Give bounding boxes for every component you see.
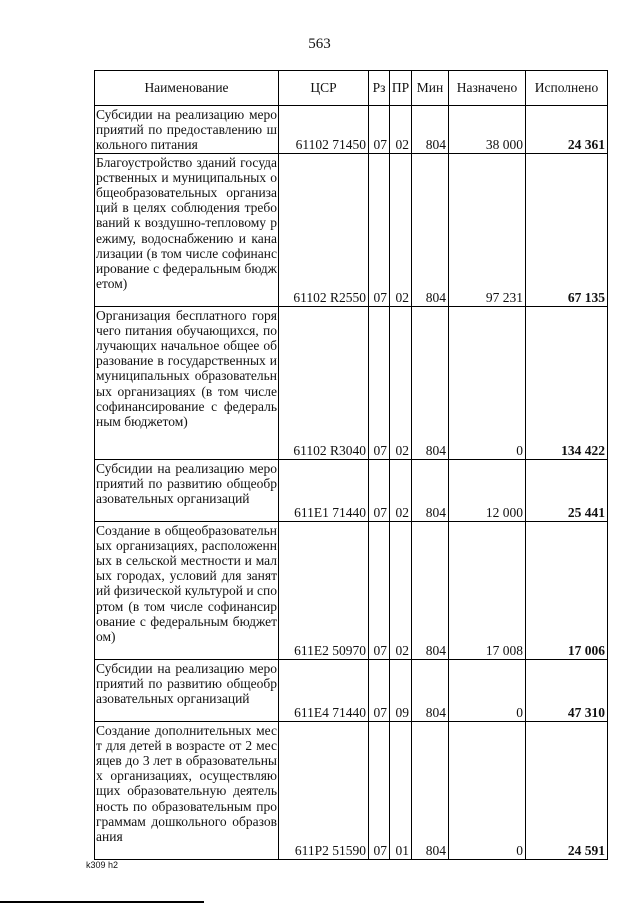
row-rz: 07	[369, 659, 390, 721]
row-pr: 09	[390, 659, 412, 721]
row-assigned: 17 008	[449, 521, 526, 659]
row-min: 804	[412, 721, 449, 859]
row-min: 804	[412, 106, 449, 154]
row-rz: 07	[369, 106, 390, 154]
row-rz: 07	[369, 306, 390, 459]
row-assigned: 38 000	[449, 106, 526, 154]
table-row	[95, 306, 608, 459]
row-csr: 611P2 51590	[279, 721, 369, 859]
row-min: 804	[412, 153, 449, 306]
header-csr: ЦСР	[279, 71, 369, 106]
row-executed: 47 310	[526, 659, 608, 721]
table-row	[95, 521, 608, 659]
row-csr: 61102 71450	[279, 106, 369, 154]
row-rz: 07	[369, 721, 390, 859]
row-rz: 07	[369, 459, 390, 521]
budget-table	[94, 70, 608, 860]
row-min: 804	[412, 521, 449, 659]
row-pr: 02	[390, 306, 412, 459]
table-row	[95, 721, 608, 859]
row-pr: 02	[390, 459, 412, 521]
row-min: 804	[412, 306, 449, 459]
table-row	[95, 106, 608, 154]
row-name: Субсидии на реализацию мероприятий по развитию общеобразовательных организаций	[95, 659, 279, 721]
row-assigned: 0	[449, 306, 526, 459]
table-row	[95, 459, 608, 521]
row-executed: 24 361	[526, 106, 608, 154]
row-pr: 02	[390, 106, 412, 154]
row-name: Субсидии на реализацию мероприятий по предоставлению школьного питания	[96, 107, 277, 153]
row-csr: 61102 R3040	[279, 306, 369, 459]
row-min: 804	[412, 459, 449, 521]
header-min: Мин	[412, 71, 449, 106]
row-executed: 67 135	[526, 153, 608, 306]
row-rz: 07	[369, 521, 390, 659]
row-assigned: 0	[449, 659, 526, 721]
table-row	[95, 153, 608, 306]
row-min: 804	[412, 659, 449, 721]
row-executed: 134 422	[526, 306, 608, 459]
header-assigned: Назначено	[449, 71, 526, 106]
row-name: Благоустройство зданий государственных и муниципальных общеобразовательных организаций в целях соблюдения требований к воздушно-тепловому режиму, водоснабжению и канализации (в том числе софинансирование с федеральным бюджетом)	[95, 153, 279, 306]
header-name: Наименование	[95, 71, 279, 106]
table-header-row	[95, 71, 608, 106]
row-assigned: 12 000	[449, 459, 526, 521]
row-executed: 24 591	[526, 721, 608, 859]
header-pr: ПР	[390, 71, 412, 106]
footer-code: k309 h2	[86, 860, 119, 870]
row-name: Создание в общеобразовательных организациях, расположенных в сельской местности и малых городах, условий для занятий физической культурой и спортом (в том числе софинансирование с федеральным бюджетом)	[95, 521, 279, 659]
row-csr: 611E4 71440	[279, 659, 369, 721]
row-assigned: 0	[449, 721, 526, 859]
row-executed: 17 006	[526, 521, 608, 659]
header-rz: Рз	[369, 71, 390, 106]
row-csr: 61102 R2550	[279, 153, 369, 306]
row-name: Создание дополнительных мест для детей в возрасте от 2 месяцев до 3 лет в образовательных организациях, осуществляющих образовательную деятельность по образовательным программам дошкольного образования	[95, 721, 279, 859]
row-name: Организация бесплатного горячего питания обучающихся, получающих начальное общее образование в государственных и муниципальных образовательных организациях (в том числе софинансирование с федеральным бюджетом)	[95, 306, 279, 459]
row-csr: 611E1 71440	[279, 459, 369, 521]
row-pr: 02	[390, 153, 412, 306]
row-executed: 25 441	[526, 459, 608, 521]
footer-divider	[0, 901, 204, 903]
row-name: Субсидии на реализацию мероприятий по развитию общеобразовательных организаций	[95, 459, 279, 521]
row-pr: 02	[390, 521, 412, 659]
table-row	[95, 659, 608, 721]
row-csr: 611E2 50970	[279, 521, 369, 659]
row-assigned: 97 231	[449, 153, 526, 306]
row-pr: 01	[390, 721, 412, 859]
header-executed: Исполнено	[526, 71, 608, 106]
page-number: 563	[308, 36, 331, 52]
row-rz: 07	[369, 153, 390, 306]
